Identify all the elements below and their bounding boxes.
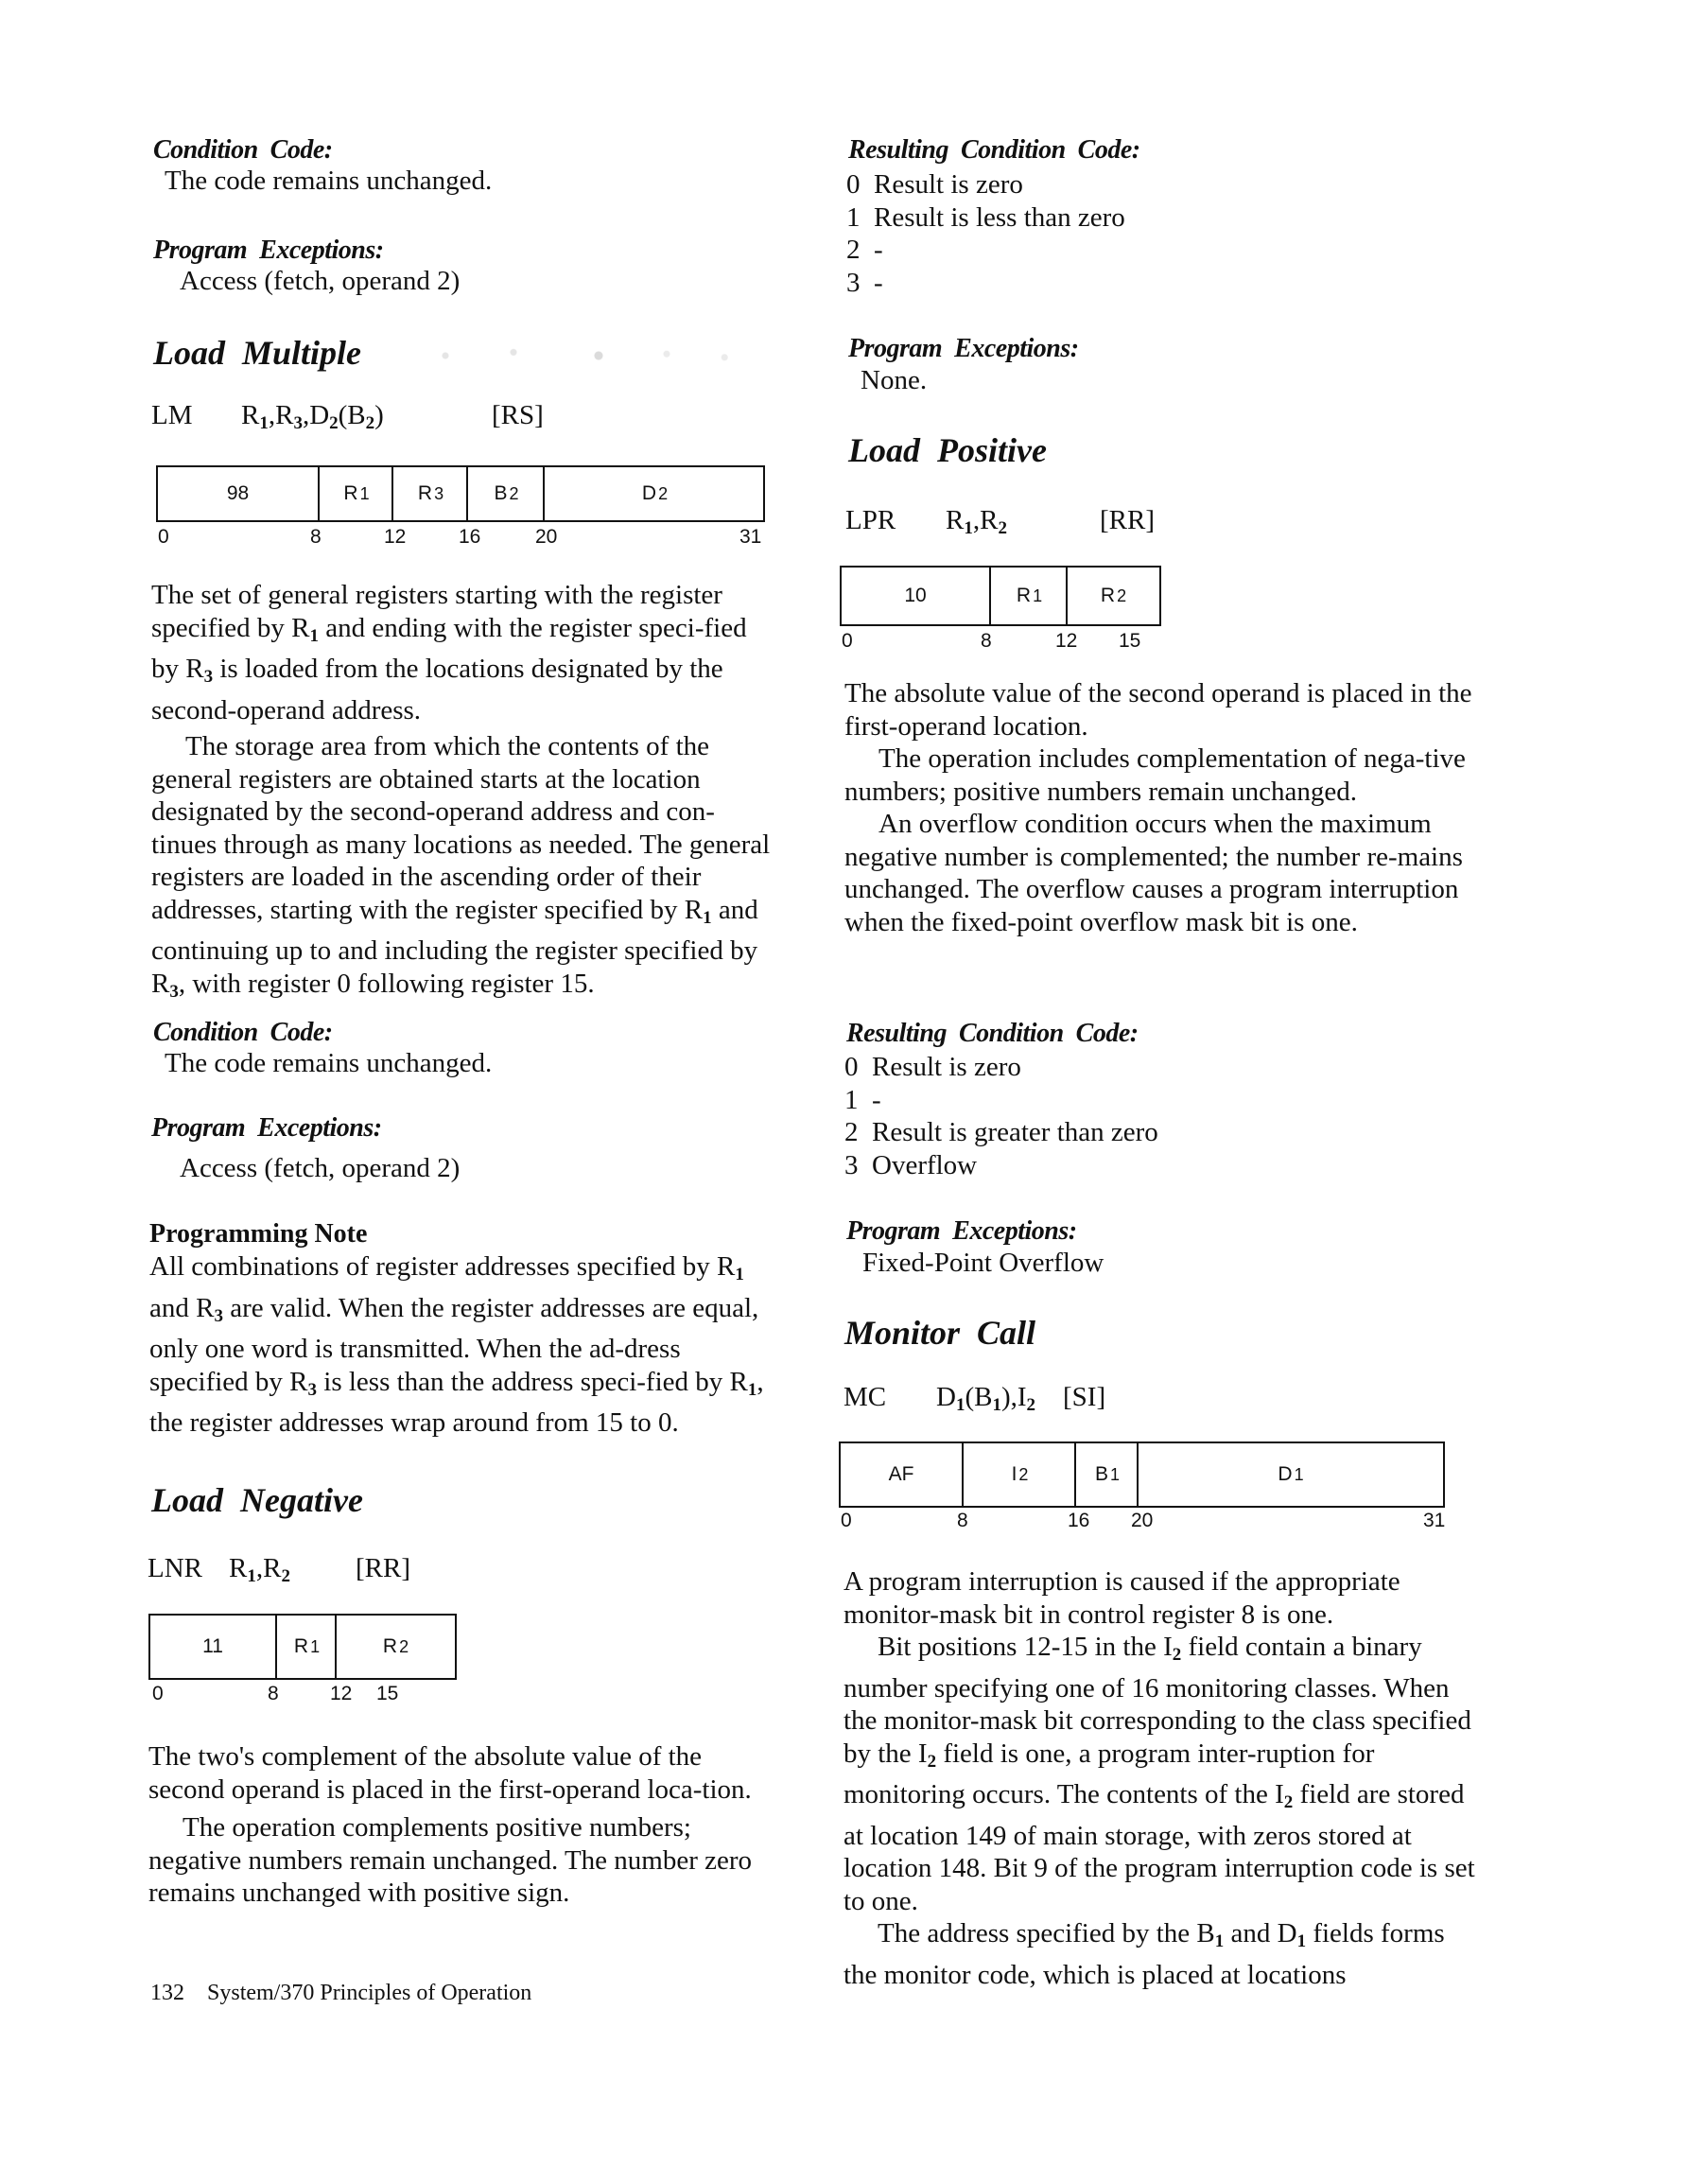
lm-condition-code-heading: Condition Code: [153, 1018, 333, 1047]
mc-bit-8: 8 [957, 1510, 968, 1531]
cc-row: 0 Result is zero [844, 1052, 1021, 1082]
cc-row: 0 Result is zero [846, 169, 1023, 200]
condition-code-text: The code remains unchanged. [165, 166, 493, 196]
lm-field-d2: D 2 [543, 467, 765, 520]
programming-note-text: All combinations of register addresses specified by $R_1$ and $R_3$ are valid. When the register addresses are equal, only one word is transmitted. When the ad-dress specified by $R_3$ is less than the address speci-fied by $R_1$, the register addresses wrap around from 15 to 0. [149, 1251, 764, 1438]
lnr-bit-8: 8 [268, 1683, 279, 1704]
lnr-operands: $R_1,R_2$ [229, 1553, 290, 1586]
lpr-bit-8: 8 [981, 630, 992, 652]
section-title-load-positive: Load Positive [848, 431, 1047, 469]
lnr-bit-12: 12 [330, 1683, 353, 1704]
lnr-bit-0: 0 [152, 1683, 164, 1704]
mc-paragraph-3: The address specified by the $B_1$ and $D_1$ fields forms the monitor code, which is placed at locations [844, 1918, 1445, 1990]
lpr-field-r1: R 1 [989, 568, 1068, 624]
mc-field-opcode: AF [888, 1463, 914, 1485]
lpr-bit-12: 12 [1055, 630, 1078, 652]
lpr-paragraph-3: An overflow condition occurs when the maximum negative number is complemented; the number re-mains unchanged. The overflow causes a program interruption when the fixed-point overflow mask bit is one. [844, 809, 1463, 937]
mc-format-type: [SI] [1063, 1382, 1106, 1412]
mc-instruction-format-diagram [839, 1441, 1446, 1531]
lm-bit-12: 12 [384, 526, 407, 548]
lm-format-type: [RS] [492, 400, 544, 430]
programming-note-heading: Programming Note [149, 1219, 368, 1249]
lm-bit-0: 0 [158, 526, 169, 548]
lpr-instruction-format-diagram [840, 566, 1161, 652]
lnr-paragraph-1: The two's complement of the absolute value of the second operand is placed in the first-operand loca-tion. [148, 1741, 752, 1805]
mc-field-i2: I 2 [962, 1443, 1076, 1506]
lpr-program-exceptions-text: Fixed-Point Overflow [862, 1248, 1104, 1278]
mc-mnemonic: MC [844, 1382, 887, 1412]
lnr-paragraph-2: The operation complements positive numbers; negative numbers remain unchanged. The number zero remains unchanged with positive sign. [148, 1812, 753, 1908]
lnr-bit-15: 15 [376, 1683, 399, 1704]
lnr-description [148, 1740, 773, 1910]
lpr-description [844, 677, 1478, 938]
mc-bit-16: 16 [1068, 1510, 1090, 1531]
lm-bit-31: 31 [739, 526, 762, 548]
lnr-field-r1: R 1 [275, 1616, 337, 1678]
condition-code-heading: Condition Code: [153, 135, 333, 165]
lm-operands: $R_1,R_3,D_2(B_2)$ [241, 400, 384, 433]
lpr-format-type: [RR] [1100, 505, 1155, 535]
page-number: 132 [150, 1981, 184, 2005]
lm-program-exceptions-text: Access (fetch, operand 2) [180, 1153, 461, 1183]
program-exceptions-heading: Program Exceptions: [153, 236, 384, 265]
mc-bit-20: 20 [1131, 1510, 1154, 1531]
lm-bit-20: 20 [535, 526, 558, 548]
lm-bit-8: 8 [310, 526, 322, 548]
right-program-exceptions-text: None. [861, 365, 928, 395]
lpr-mnemonic: LPR [845, 505, 896, 535]
lm-description [151, 579, 775, 1008]
lnr-mnemonic: LNR [148, 1553, 202, 1583]
lm-field-r3: R 3 [391, 467, 468, 520]
cc-row: 3 - [846, 267, 883, 298]
program-exceptions-text: Access (fetch, operand 2) [180, 266, 461, 296]
lm-resulting-cc-heading: Resulting Condition Code: [848, 135, 1140, 165]
lpr-field-opcode: 10 [904, 585, 927, 606]
lm-field-opcode: 98 [226, 482, 250, 504]
section-title-load-multiple: Load Multiple [153, 334, 362, 372]
right-program-exceptions-heading: Program Exceptions: [848, 334, 1079, 363]
lpr-resulting-cc-list [844, 1051, 1158, 1181]
mc-operands: $D_1(B_1),I_2$ [936, 1382, 1036, 1415]
lm-bit-16: 16 [459, 526, 481, 548]
lm-mnemonic: LM [151, 400, 193, 430]
lm-field-r1: R 1 [318, 467, 393, 520]
lm-program-exceptions-heading: Program Exceptions: [151, 1113, 382, 1143]
mc-bit-0: 0 [841, 1510, 852, 1531]
lpr-program-exceptions-heading: Program Exceptions: [846, 1216, 1077, 1246]
lnr-format-type: [RR] [356, 1553, 410, 1583]
cc-row: 2 - [846, 235, 883, 265]
lm-instruction-format-diagram [156, 465, 765, 548]
lpr-resulting-cc-heading: Resulting Condition Code: [846, 1019, 1139, 1048]
lnr-field-r2: R 2 [335, 1616, 455, 1678]
lm-paragraph-1: The set of general registers starting with the register specified by $R_1$ and ending with the register speci-fied by $R_3$ is loaded from the locations designated by the second-operand address. [151, 580, 747, 725]
mc-field-b1: B 1 [1074, 1443, 1139, 1506]
publication-title: System/370 Principles of Operation [207, 1981, 532, 2005]
mc-field-d1: D 1 [1137, 1443, 1443, 1506]
mc-paragraph-2: Bit positions 12-15 in the $I_2$ field contain a binary number specifying one of 16 monitoring classes. When the monitor-mask bit corresponding to the class specified by the $I_2$ field is one, a program inter-ruption for monitoring occurs. The contents of the $I_2$ field are stored at location 149 of main storage, with zeros stored at location 148. Bit 9 of the program interruption code is set to one. [844, 1632, 1475, 1916]
mc-description [844, 1565, 1477, 1991]
cc-row: 2 Result is greater than zero [844, 1117, 1158, 1147]
mc-bit-31: 31 [1423, 1510, 1446, 1531]
cc-row: 1 Result is less than zero [846, 201, 1125, 233]
lnr-instruction-format-diagram [148, 1614, 457, 1704]
lm-paragraph-2: The storage area from which the contents of the general registers are obtained starts at the location designated by the second-operand address and con-tinues through as many locations as needed. The general registers are loaded in the ascending order of their addresses, starting with the register specified by $R_1$ and continuing up to and including the register specified by $R_3$, with register 0 following register 15. [151, 731, 771, 1002]
lm-condition-code-text: The code remains unchanged. [165, 1048, 493, 1078]
lnr-field-opcode: 11 [202, 1635, 223, 1657]
lpr-bit-0: 0 [842, 630, 853, 652]
lpr-operands: $R_1,R_2$ [946, 505, 1007, 538]
lpr-field-r2: R 2 [1066, 568, 1159, 624]
lm-resulting-cc-list [846, 168, 1125, 299]
cc-row: 1 - [844, 1084, 881, 1115]
lpr-paragraph-2: The operation includes complementation of nega-tive numbers; positive numbers remain unchanged. [844, 743, 1466, 807]
lpr-paragraph-1: The absolute value of the second operand is placed in the first-operand location. [844, 678, 1472, 742]
page-footer [150, 1981, 531, 2006]
lm-field-b2: B 2 [466, 467, 545, 520]
section-title-load-negative: Load Negative [151, 1481, 363, 1519]
mc-paragraph-1: A program interruption is caused if the appropriate monitor-mask bit in control register 8 is one. [844, 1566, 1400, 1630]
cc-row: 3 Overflow [844, 1149, 978, 1180]
lpr-bit-15: 15 [1119, 630, 1141, 652]
scan-artifact [411, 339, 752, 373]
section-title-monitor-call: Monitor Call [844, 1314, 1036, 1352]
